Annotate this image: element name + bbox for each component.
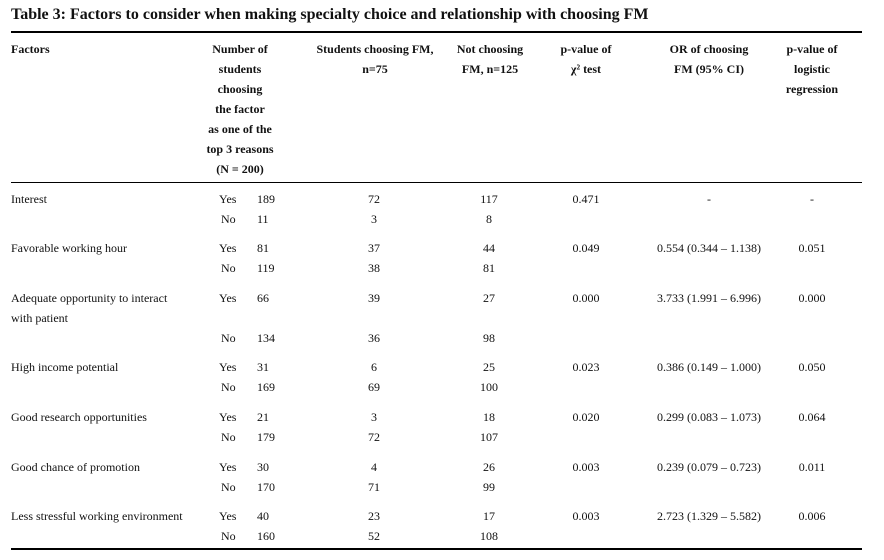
p-logistic-value: 0.011	[798, 460, 826, 474]
not-choosing-yes: 117	[480, 192, 498, 206]
not-choosing-no: 98	[483, 331, 495, 345]
p-logistic-value: -	[810, 192, 814, 206]
not-choosing-no: 99	[483, 480, 495, 494]
factor-label: Adequate opportunity to interact	[11, 291, 168, 305]
header-p-logistic: p-value of logistic regression	[785, 42, 839, 96]
bottom-rule	[11, 548, 862, 550]
yes-label: Yes	[219, 460, 237, 474]
choosing-no: 71	[368, 480, 380, 494]
no-label: No	[221, 261, 236, 275]
choosing-no: 3	[371, 212, 377, 226]
choosing-no: 36	[368, 331, 380, 345]
yes-label: Yes	[219, 410, 237, 424]
p-chi-value: 0.023	[572, 360, 600, 374]
no-label: No	[221, 331, 236, 345]
p-logistic-value: 0.051	[798, 241, 826, 255]
p-chi-value: 0.020	[572, 410, 600, 424]
or-value: 0.239 (0.079 – 0.723)	[657, 460, 761, 474]
choosing-no: 38	[368, 261, 380, 275]
yes-label: Yes	[219, 509, 237, 523]
choosing-yes: 4	[371, 460, 377, 474]
p-chi-value: 0.003	[572, 509, 600, 523]
header-or: OR of choosing FM (95% CI)	[669, 42, 749, 76]
not-choosing-yes: 44	[483, 241, 495, 255]
choosing-no: 72	[368, 430, 380, 444]
count-yes: 21	[257, 410, 269, 424]
yes-label: Yes	[219, 291, 237, 305]
count-no: 11	[257, 212, 269, 226]
not-choosing-no: 8	[486, 212, 492, 226]
not-choosing-yes: 17	[483, 509, 495, 523]
or-value: 2.723 (1.329 – 5.582)	[657, 509, 761, 523]
factor-label: High income potential	[11, 360, 119, 374]
header-p-chi: p-value of χ² test	[560, 42, 612, 76]
no-label: No	[221, 430, 236, 444]
yes-label: Yes	[219, 241, 237, 255]
count-no: 170	[257, 480, 275, 494]
header-choosing-fm: Students choosing FM, n=75	[316, 42, 434, 76]
p-chi-value: 0.000	[572, 291, 600, 305]
choosing-yes: 3	[371, 410, 377, 424]
choosing-yes: 37	[368, 241, 380, 255]
choosing-no: 52	[368, 529, 380, 543]
count-yes: 66	[257, 291, 269, 305]
factor-label: Favorable working hour	[11, 241, 127, 255]
count-yes: 30	[257, 460, 269, 474]
table-title: Table 3: Factors to consider when making specialty choice and relationship with choosing FM	[11, 6, 649, 23]
or-value: -	[707, 192, 711, 206]
p-logistic-value: 0.006	[798, 509, 826, 523]
p-chi-value: 0.471	[572, 192, 600, 206]
count-no: 169	[257, 380, 275, 394]
count-no: 119	[257, 261, 275, 275]
count-yes: 40	[257, 509, 269, 523]
no-label: No	[221, 380, 236, 394]
header-number: Number of students choosing the factor as one of the top 3 reasons (N = 200)	[206, 42, 274, 176]
or-value: 0.554 (0.344 – 1.138)	[657, 241, 761, 255]
not-choosing-yes: 26	[483, 460, 495, 474]
not-choosing-yes: 25	[483, 360, 495, 374]
no-label: No	[221, 529, 236, 543]
count-no: 179	[257, 430, 275, 444]
p-logistic-value: 0.000	[798, 291, 826, 305]
or-value: 0.386 (0.149 – 1.000)	[657, 360, 761, 374]
p-chi-value: 0.049	[572, 241, 600, 255]
p-logistic-value: 0.064	[798, 410, 826, 424]
p-logistic-value: 0.050	[798, 360, 826, 374]
not-choosing-no: 107	[480, 430, 498, 444]
count-yes: 189	[257, 192, 275, 206]
factor-label: Good chance of promotion	[11, 460, 140, 474]
not-choosing-no: 108	[480, 529, 498, 543]
factor-label: Good research opportunities	[11, 410, 147, 424]
not-choosing-no: 100	[480, 380, 498, 394]
choosing-yes: 72	[368, 192, 380, 206]
factor-label: Interest	[11, 192, 47, 206]
factor-label-cont: with patient	[11, 311, 68, 325]
no-label: No	[221, 212, 236, 226]
choosing-yes: 6	[371, 360, 377, 374]
not-choosing-no: 81	[483, 261, 495, 275]
header-not-choosing-fm: Not choosing FM, n=125	[456, 42, 524, 76]
count-yes: 31	[257, 360, 269, 374]
or-value: 0.299 (0.083 – 1.073)	[657, 410, 761, 424]
yes-label: Yes	[219, 192, 237, 206]
or-value: 3.733 (1.991 – 6.996)	[657, 291, 761, 305]
count-yes: 81	[257, 241, 269, 255]
count-no: 160	[257, 529, 275, 543]
not-choosing-yes: 27	[483, 291, 495, 305]
count-no: 134	[257, 331, 275, 345]
top-rule	[11, 31, 862, 33]
choosing-yes: 39	[368, 291, 380, 305]
choosing-no: 69	[368, 380, 380, 394]
header-rule	[11, 182, 862, 183]
not-choosing-yes: 18	[483, 410, 495, 424]
factor-label: Less stressful working environment	[11, 509, 183, 523]
yes-label: Yes	[219, 360, 237, 374]
p-chi-value: 0.003	[572, 460, 600, 474]
no-label: No	[221, 480, 236, 494]
choosing-yes: 23	[368, 509, 380, 523]
header-factors: Factors	[11, 42, 50, 56]
